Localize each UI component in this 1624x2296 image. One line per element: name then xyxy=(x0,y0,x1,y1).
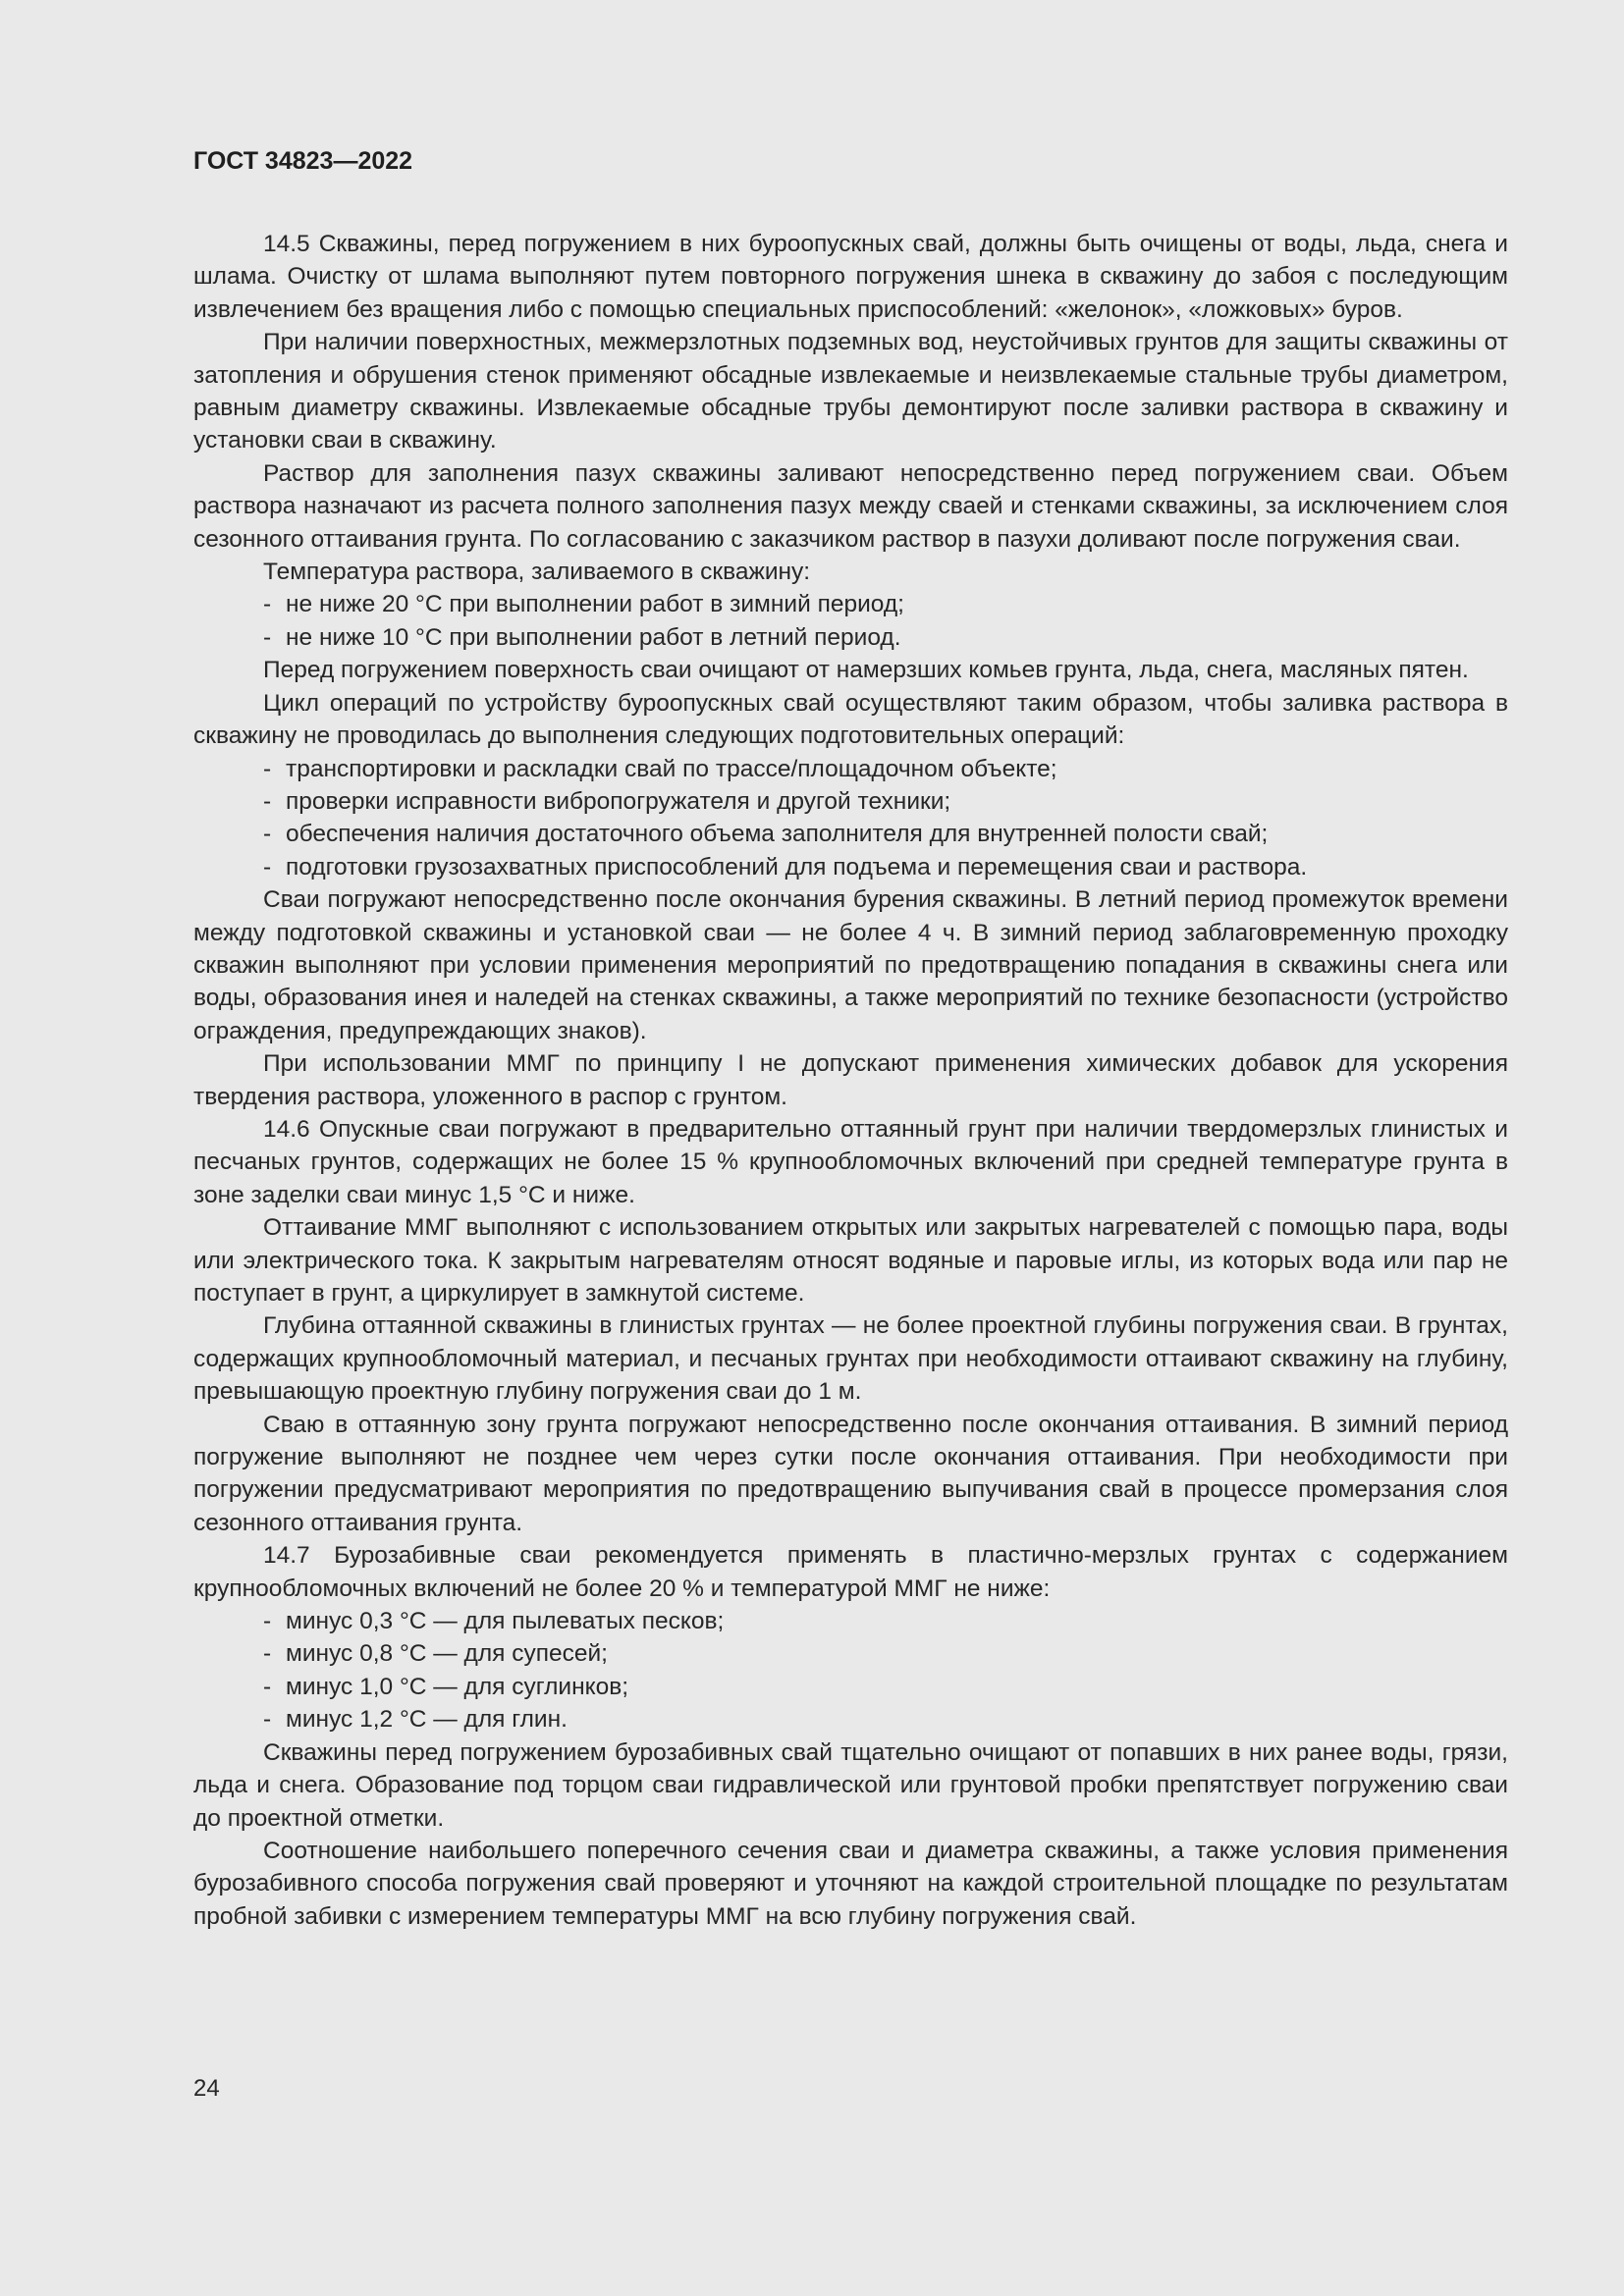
list-dash: - xyxy=(263,755,272,782)
body-paragraph: Температура раствора, заливаемого в скважину: xyxy=(263,559,811,586)
list-dash: - xyxy=(263,787,272,815)
page-number: 24 xyxy=(193,2075,220,2102)
body-paragraph: 14.7 Бурозабивные сваи рекомендуется применять в пластично-мерзлых грунтах с содержанием крупнообломочных включений не более 20 % и температурой ММГ не ниже: xyxy=(193,1542,1508,1602)
list-item xyxy=(193,1703,1508,1735)
body-paragraph: Глубина оттаянной скважины в глинистых грунтах — не более проектной глубины погружения сваи. В грунтах, содержащих крупнообломочный материал, и песчаных грунтах при необходимости оттаивают скважину на глубину, превышающую проектную глубину погружения сваи до 1 м. xyxy=(193,1312,1508,1406)
list-item-text: минус 1,0 °С — для суглинков; xyxy=(286,1673,629,1700)
document-code-header: ГОСТ 34823—2022 xyxy=(193,147,413,175)
body-paragraph: Цикл операций по устройству буроопускных свай осуществляют таким образом, чтобы заливка раствора в скважину не проводилась до выполнения следующих подготовительных операций: xyxy=(193,689,1508,750)
body-paragraph: Соотношение наибольшего поперечного сечения сваи и диаметра скважины, а также условия применения бурозабивного способа погружения свай проверяют и уточняют на каждой строительной площадке по результатам пробной забивки с измерением температуры ММГ на всю глубину погружения свай. xyxy=(193,1837,1508,1930)
list-item xyxy=(193,1637,1508,1670)
list-item-text: не ниже 20 °С при выполнении работ в зимний период; xyxy=(286,591,904,618)
list-item-text: обеспечения наличия достаточного объема заполнителя для внутренней полости свай; xyxy=(286,821,1269,848)
body-paragraph: При использовании ММГ по принципу I не допускают применения химических добавок для ускорения твердения раствора, уложенного в распор с грунтом. xyxy=(193,1050,1508,1110)
body-paragraph: Оттаивание ММГ выполняют с использованием открытых или закрытых нагревателей с помощью пара, воды или электрического тока. К закрытым нагревателям относят водяные и паровые иглы, из которых вода или пар не поступает в грунт, а циркулирует в замкнутой системе. xyxy=(193,1214,1508,1307)
list-item-text: минус 0,8 °С — для супесей; xyxy=(286,1640,608,1668)
list-item-text: проверки исправности вибропогружателя и другой техники; xyxy=(286,787,951,815)
list-item-text: не ниже 10 °С при выполнении работ в летний период. xyxy=(286,623,901,651)
body-paragraph: Перед погружением поверхность сваи очищают от намерзших комьев грунта, льда, снега, масляных пятен. xyxy=(263,657,1469,684)
document-body xyxy=(193,228,1508,1933)
list-dash: - xyxy=(263,853,272,881)
list-item-text: минус 1,2 °С — для глин. xyxy=(286,1706,568,1734)
body-paragraph: Сваю в оттаянную зону грунта погружают непосредственно после окончания оттаивания. В зимний период погружение выполняют не позднее чем через сутки после окончания оттаивания. При необходимости при погружении предусматривают мероприятия по предотвращению выпучивания свай в процессе промерзания слоя сезонного оттаивания грунта. xyxy=(193,1411,1508,1536)
list-dash: - xyxy=(263,623,272,651)
list-item xyxy=(193,1605,1508,1637)
body-paragraph: Раствор для заполнения пазух скважины заливают непосредственно перед погружением сваи. Объем раствора назначают из расчета полного заполнения пазух между сваей и стенками скважины, за исключением слоя сезонного оттаивания грунта. По согласованию с заказчиком раствор в пазухи доливают после погружения сваи. xyxy=(193,459,1508,553)
list-dash: - xyxy=(263,1673,272,1700)
list-item xyxy=(193,851,1508,883)
list-item xyxy=(193,785,1508,818)
list-item-text: транспортировки и раскладки свай по трассе/площадочном объекте; xyxy=(286,755,1057,782)
list-item-text: подготовки грузозахватных приспособлений для подъема и перемещения сваи и раствора. xyxy=(286,853,1308,881)
list-dash: - xyxy=(263,1640,272,1668)
body-paragraph: При наличии поверхностных, межмерзлотных подземных вод, неустойчивых грунтов для защиты скважины от затопления и обрушения стенок применяют обсадные извлекаемые и неизвлекаемые стальные трубы диаметром, равным диаметру скважины. Извлекаемые обсадные трубы демонтируют после заливки раствора в скважину и установки сваи в скважину. xyxy=(193,329,1508,454)
list-item xyxy=(193,753,1508,785)
body-paragraph: Сваи погружают непосредственно после окончания бурения скважины. В летний период промежуток времени между подготовкой скважины и установкой сваи — не более 4 ч. В зимний период заблаговременную проходку скважин выполняют при условии применения мероприятий по предотвращению попадания в скважины снега или воды, образования инея и наледей на стенках скважины, а также мероприятий по технике безопасности (устройство ограждения, предупреждающих знаков). xyxy=(193,886,1508,1044)
list-dash: - xyxy=(263,1608,272,1635)
list-item xyxy=(193,818,1508,850)
list-dash: - xyxy=(263,821,272,848)
list-dash: - xyxy=(263,1706,272,1734)
body-paragraph: 14.5 Скважины, перед погружением в них буроопускных свай, должны быть очищены от воды, льда, снега и шлама. Очистку от шлама выполняют путем повторного погружения шнека в скважину до забоя с последующим извлечением без вращения либо с помощью специальных приспособлений: «желонок», «ложковых» буров. xyxy=(193,231,1508,323)
list-dash: - xyxy=(263,591,272,618)
list-item xyxy=(193,621,1508,654)
body-paragraph: Скважины перед погружением бурозабивных свай тщательно очищают от попавших в них ранее воды, грязи, льда и снега. Образование под торцом сваи гидравлической или грунтовой пробки препятствует погружению сваи до проектной отметки. xyxy=(193,1738,1508,1832)
list-item xyxy=(193,1671,1508,1703)
body-paragraph: 14.6 Опускные сваи погружают в предварительно оттаянный грунт при наличии твердомерзлых глинистых и песчаных грунтов, содержащих не более 15 % крупнообломочных включений при средней температуре грунта в зоне заделки сваи минус 1,5 °С и ниже. xyxy=(193,1115,1508,1208)
list-item-text: минус 0,3 °С — для пылеватых песков; xyxy=(286,1608,725,1635)
list-item xyxy=(193,588,1508,620)
